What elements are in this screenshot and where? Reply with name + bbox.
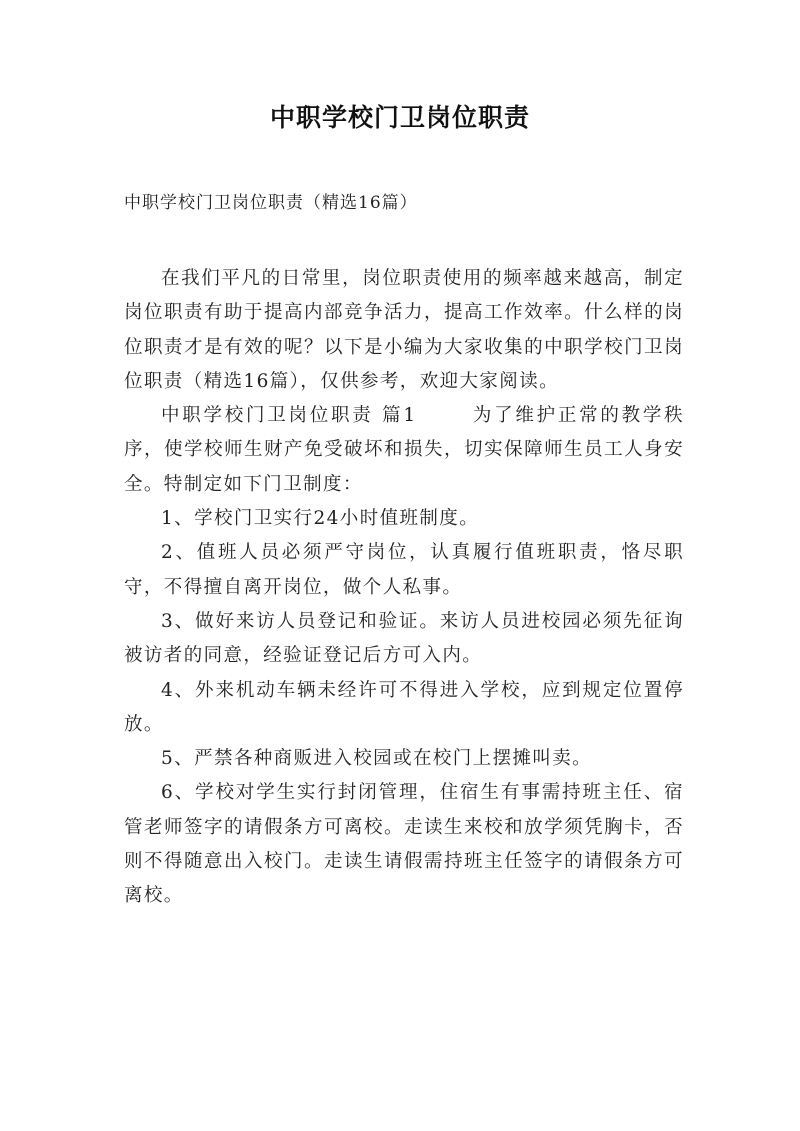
document-subtitle: 中职学校门卫岗位职责（精选16篇） bbox=[124, 193, 418, 213]
section-intro: 为了维护正常的教学秩序，使学校师生财产免受破坏和损失，切实保障师生员工人身安全。特制定如下门卫制度： bbox=[124, 405, 684, 495]
section-heading: 中职学校门卫岗位职责 篇1 bbox=[161, 405, 417, 427]
rule-item: 4、外来机动车辆未经许可不得进入学校，应到规定位置停放。 bbox=[124, 679, 684, 735]
rule-item: 2、值班人员必须严守岗位，认真履行值班职责，恪尽职守，不得擅自离开岗位，做个人私事。 bbox=[124, 542, 684, 598]
rule-item: 5、严禁各种商贩进入校园或在校门上摆摊叫卖。 bbox=[161, 748, 593, 770]
section-paragraph bbox=[124, 399, 684, 502]
rule-item: 1、学校门卫实行24小时值班制度。 bbox=[161, 508, 480, 530]
rule-item: 3、做好来访人员登记和验证。来访人员进校园必须先征询被访者的同意，经验证登记后方可入内。 bbox=[124, 610, 684, 667]
page-title: 中职学校门卫岗位职责 bbox=[269, 103, 530, 132]
document-body bbox=[124, 262, 684, 914]
intro-paragraph: 在我们平凡的日常里，岗位职责使用的频率越来越高，制定岗位职责有助于提高内部竞争活力，提高工作效率。什么样的岗位职责才是有效的呢？以下是小编为大家收集的中职学校门卫岗位职责（精选16篇），仅供参考，欢迎大家阅读。 bbox=[124, 268, 684, 392]
rule-item: 6、学校对学生实行封闭管理，住宿生有事需持班主任、宿管老师签字的请假条方可离校。走读生来校和放学须凭胸卡，否则不得随意出入校门。走读生请假需持班主任签字的请假条方可离校。 bbox=[124, 782, 684, 907]
